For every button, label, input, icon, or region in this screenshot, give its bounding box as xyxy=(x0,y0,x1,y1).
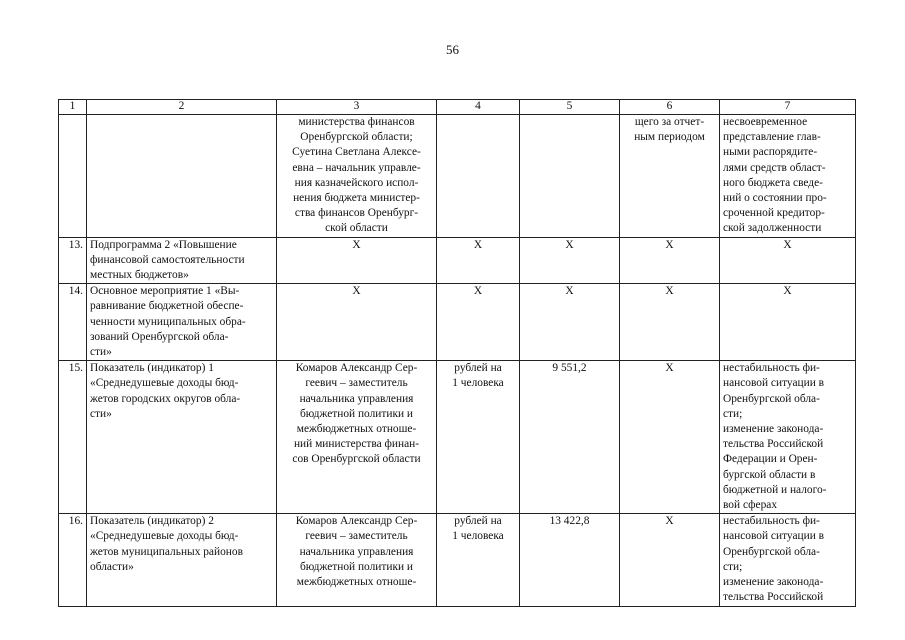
responsible-line: межбюджетных отноше- xyxy=(296,576,417,589)
risks-line: изменение законода- xyxy=(723,576,824,589)
risks-line: тельства Российской xyxy=(723,591,824,604)
responsible-cell xyxy=(277,115,437,238)
risks-line: бюджетной и налого- xyxy=(723,483,827,496)
risks-cell xyxy=(720,237,856,284)
responsible-cell xyxy=(277,237,437,284)
responsible-cell xyxy=(277,284,437,361)
name-cell xyxy=(87,115,277,238)
risks-cell xyxy=(720,361,856,514)
responsible-line: ства финансов Оренбург- xyxy=(294,207,419,220)
unit-line: 1 человека xyxy=(452,377,504,390)
unit-cell xyxy=(437,284,520,361)
unit-line: 1 человека xyxy=(452,530,504,543)
header-cell: 4 xyxy=(437,100,520,115)
risks-line: нестабильность фи- xyxy=(723,515,820,528)
risks-line: ний о состоянии про- xyxy=(723,192,827,205)
value-cell: Х xyxy=(520,284,620,361)
risks-line: изменение законода- xyxy=(723,423,824,436)
name-line: финансовой самостоятельности xyxy=(90,253,245,266)
responsible-cell xyxy=(277,514,437,606)
risks-line: Х xyxy=(783,238,792,251)
name-line: Основное мероприятие 1 «Вы- xyxy=(90,285,240,298)
report-table xyxy=(58,99,856,607)
risks-line: представление глав- xyxy=(723,131,821,144)
responsible-line: нения бюджета министер- xyxy=(293,192,420,205)
risks-line: Федерации и Орен- xyxy=(723,453,818,466)
risks-cell xyxy=(720,115,856,238)
name-line: «Среднедушевые доходы бюд- xyxy=(90,530,239,543)
name-cell xyxy=(87,284,277,361)
risks-line: тельства Российской xyxy=(723,438,824,451)
responsible-line: начальника управления xyxy=(299,392,414,405)
header-cell: 1 xyxy=(59,100,87,115)
table-row xyxy=(59,115,856,238)
table-row xyxy=(59,284,856,361)
name-line: «Среднедушевые доходы бюд- xyxy=(90,377,239,390)
unit-cell xyxy=(437,237,520,284)
value-cell xyxy=(520,115,620,238)
responsible-line: бюджетной политики и xyxy=(299,407,414,420)
responsible-line: начальника управления xyxy=(299,545,414,558)
responsible-cell xyxy=(277,361,437,514)
column6-cell xyxy=(620,115,720,238)
unit-line: рублей на xyxy=(454,515,502,528)
header-cell: 6 xyxy=(620,100,720,115)
header-cell: 5 xyxy=(520,100,620,115)
risks-line: Х xyxy=(783,285,792,298)
name-line: Показатель (индикатор) 2 xyxy=(90,515,214,528)
column6-line: щего за отчет- xyxy=(634,116,705,128)
name-line: жетов городских округов обла- xyxy=(90,392,241,405)
risks-line: нансовой ситуации в xyxy=(723,530,825,543)
responsible-line: Суетина Светлана Алексе- xyxy=(292,146,421,159)
header-row xyxy=(59,100,856,115)
value-cell: Х xyxy=(520,237,620,284)
risks-line: бургской области в xyxy=(723,468,816,481)
risks-line: сроченной кредитор- xyxy=(723,207,825,220)
column6-cell xyxy=(620,361,720,514)
risks-line: нансовой ситуации в xyxy=(723,377,825,390)
name-line: сти» xyxy=(90,346,112,359)
unit-line: рублей на xyxy=(454,362,502,375)
name-cell xyxy=(87,361,277,514)
value-cell: 9 551,2 xyxy=(520,361,620,514)
risks-line: нестабильность фи- xyxy=(723,362,820,375)
name-line: зований Оренбургской обла- xyxy=(90,330,229,343)
responsible-line: ния казначейского испол- xyxy=(294,176,419,189)
unit-cell xyxy=(437,514,520,606)
unit-cell xyxy=(437,361,520,514)
page-number: 56 xyxy=(446,42,459,57)
risks-line: сти; xyxy=(723,407,743,420)
responsible-line: геевич – заместитель xyxy=(305,377,408,390)
unit-line: Х xyxy=(473,238,483,251)
row-number-cell: 14. xyxy=(59,284,87,361)
risks-line: Оренбургской обла- xyxy=(723,545,820,558)
risks-cell xyxy=(720,284,856,361)
responsible-line: ской области xyxy=(325,222,388,235)
risks-line: несвоевременное xyxy=(723,116,808,128)
column6-cell xyxy=(620,237,720,284)
responsible-line: геевич – заместитель xyxy=(305,530,408,543)
table-row xyxy=(59,361,856,514)
name-line: сти» xyxy=(90,407,112,420)
column6-cell xyxy=(620,284,720,361)
responsible-line: министерства финансов xyxy=(298,116,415,128)
responsible-line: Оренбургской области; xyxy=(300,131,413,144)
header-cell: 7 xyxy=(720,100,856,115)
name-cell xyxy=(87,514,277,606)
responsible-line: ний министерства финан- xyxy=(293,438,420,451)
responsible-line: бюджетной политики и xyxy=(299,560,414,573)
unit-cell xyxy=(437,115,520,238)
header-cell: 2 xyxy=(87,100,277,115)
value-cell: 13 422,8 xyxy=(520,514,620,606)
name-cell xyxy=(87,237,277,284)
risks-line: Оренбургской обла- xyxy=(723,392,820,405)
risks-line: ными распорядите- xyxy=(723,146,818,159)
risks-cell xyxy=(720,514,856,606)
table-row xyxy=(59,237,856,284)
row-number-cell xyxy=(59,115,87,238)
row-number-cell: 16. xyxy=(59,514,87,606)
column6-line: ным периодом xyxy=(634,131,705,144)
name-line: равнивание бюджетной обеспе- xyxy=(90,300,244,313)
column6-line: Х xyxy=(665,238,674,251)
row-number-cell: 13. xyxy=(59,237,87,284)
responsible-line: межбюджетных отноше- xyxy=(296,423,417,436)
risks-line: лями средств област- xyxy=(723,161,826,174)
risks-line: вой сферах xyxy=(723,499,778,512)
column6-line: Х xyxy=(665,362,674,375)
name-line: области» xyxy=(90,560,134,573)
responsible-line: Х xyxy=(352,285,361,298)
responsible-line: сов Оренбургской области xyxy=(292,453,421,466)
row-number-cell: 15. xyxy=(59,361,87,514)
responsible-line: Комаров Александр Сер- xyxy=(295,362,418,375)
column6-line: Х xyxy=(665,285,674,298)
responsible-line: Х xyxy=(352,238,361,251)
risks-line: ного бюджета сведе- xyxy=(723,176,823,189)
responsible-line: Комаров Александр Сер- xyxy=(295,515,418,528)
risks-line: ской задолженности xyxy=(723,222,822,235)
name-line: Показатель (индикатор) 1 xyxy=(90,362,214,375)
responsible-line: евна – начальник управле- xyxy=(292,161,421,174)
name-line: местных бюджетов» xyxy=(90,269,189,282)
column6-cell xyxy=(620,514,720,606)
name-line: Подпрограмма 2 «Повышение xyxy=(90,238,237,251)
table-row xyxy=(59,514,856,606)
name-line: ченности муниципальных обра- xyxy=(90,315,246,328)
header-cell: 3 xyxy=(277,100,437,115)
column6-line: Х xyxy=(665,515,674,528)
risks-line: сти; xyxy=(723,560,743,573)
name-line: жетов муниципальных районов xyxy=(90,545,243,558)
unit-line: Х xyxy=(473,285,483,298)
